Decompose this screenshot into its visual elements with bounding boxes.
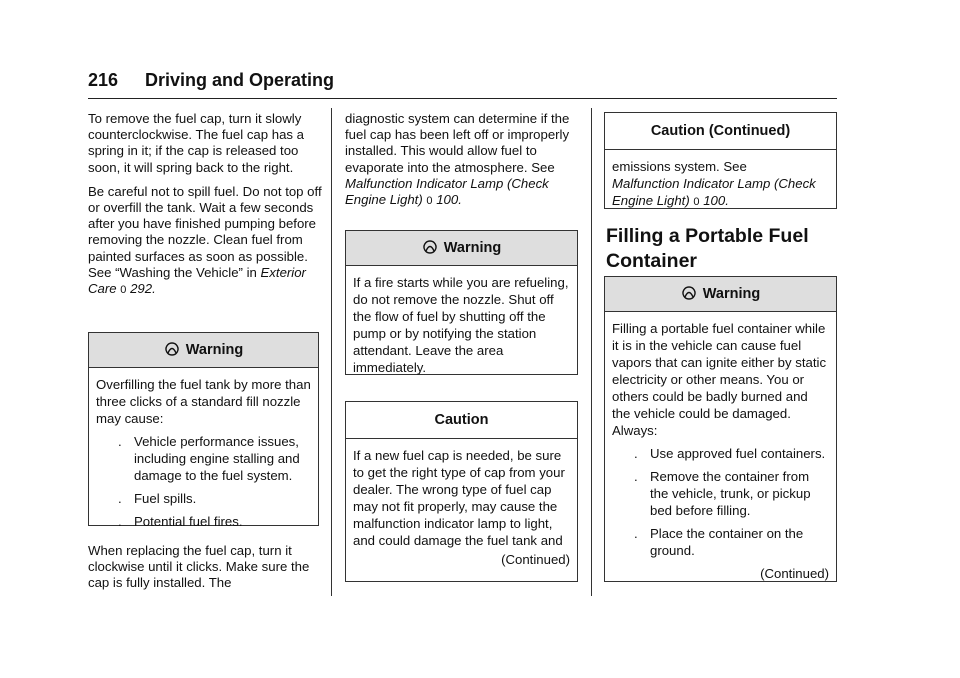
warning-title: Warning	[443, 240, 502, 256]
list-item-text: Vehicle performance issues, including engine stalling and damage to the fuel system.	[134, 434, 300, 483]
page-ref-period: .	[152, 281, 156, 297]
list-item	[612, 525, 829, 559]
warning-title: Warning	[702, 286, 761, 302]
column-1-bottom	[88, 543, 324, 600]
bullet-icon: .	[634, 469, 638, 484]
page-ref-number[interactable]: 100	[436, 192, 459, 208]
caution-box-continued	[604, 112, 837, 209]
list-item-text: Use approved fuel containers.	[650, 446, 826, 461]
warning-icon	[681, 285, 697, 301]
warning-body: If a fire starts while you are refueling, do not remove the nozzle. Shut off the flow of fuel by shutting off the pump or by notifying the station attendant. Leave the area immediately.	[353, 275, 569, 375]
list-item-text: Potential fuel fires.	[134, 514, 243, 529]
caution-header	[346, 402, 577, 439]
section-heading: Filling a Portable Fuel Container	[606, 225, 809, 272]
header-rule	[88, 98, 837, 99]
warning-box-fire	[345, 230, 578, 375]
warning-intro: Overfilling the fuel tank by more than three clicks of a standard fill nozzle may cause:	[96, 377, 311, 426]
page-ref-arrow-icon: 0	[693, 196, 700, 208]
bullet-icon: .	[634, 526, 638, 541]
cross-reference-link[interactable]: Malfunction Indicator Lamp (Check Engine Light)	[345, 175, 549, 208]
bullet-icon: .	[118, 514, 122, 529]
page-ref-number[interactable]: 100	[703, 193, 726, 208]
page-ref-period: .	[725, 193, 729, 208]
list-item-text: Remove the container from the vehicle, trunk, or pickup bed before filling.	[650, 469, 811, 518]
paragraph-fuel-cap-install: When replacing the fuel cap, turn it clockwise until it clicks. Make sure the cap is fully installed. The	[88, 543, 310, 591]
bullet-icon: .	[634, 446, 638, 461]
warning-intro: Filling a portable fuel container while it is in the vehicle can cause fuel vapors that can ignite either by static electricity or other means. You or others could be badly burned and the vehicle could be damaged. Always:	[612, 321, 827, 438]
warning-box-overfill	[88, 332, 319, 529]
column-1	[88, 111, 324, 306]
caution-body	[605, 150, 836, 217]
caution-text: If a new fuel cap is needed, be sure to get the right type of cap from your dealer. The wrong type of fuel cap may not fit properly, may cause the malfunction indicator lamp to light, and could damage the fuel tank and	[353, 448, 565, 548]
warning-body	[605, 312, 836, 588]
paragraph-fuel-cap-removal: To remove the fuel cap, turn it slowly counterclockwise. The fuel cap has a spring in it; if the cap is released too soon, it will spring back to the right.	[88, 111, 305, 175]
column-divider-1	[331, 108, 332, 596]
list-item-text: Place the container on the ground.	[650, 526, 804, 558]
bullet-icon: .	[118, 491, 122, 506]
paragraph-diagnostic	[345, 111, 581, 209]
paragraph-text: Be careful not to spill fuel. Do not top off or overfill the tank. Wait a few seconds after you have finished pumping before removing the nozzle. Clean fuel from painted surfaces as soon as possible. See “Washing the Vehicle” in	[88, 183, 322, 280]
warning-icon	[422, 239, 438, 255]
page-number: 216	[88, 70, 119, 90]
caution-box-fuel-cap	[345, 401, 578, 582]
caution-body	[346, 439, 577, 574]
paragraph-text: diagnostic system can determine if the fuel cap has been left off or improperly installed. This would allow fuel to evaporate into the atmosphere. See	[345, 111, 570, 175]
list-item	[96, 433, 311, 484]
page-ref-number[interactable]: 292	[130, 281, 153, 297]
warning-icon	[164, 341, 180, 357]
page-ref-period: .	[458, 192, 462, 208]
warning-body	[89, 368, 318, 542]
column-divider-2	[591, 108, 592, 596]
list-item-text: Fuel spills.	[134, 491, 197, 506]
caution-title: Caution	[434, 412, 489, 428]
paragraph-spill-caution	[88, 184, 324, 298]
caution-reference	[612, 175, 829, 211]
warning-header	[605, 277, 836, 312]
cross-reference-link[interactable]: Exterior Care	[88, 264, 306, 297]
continued-label: (Continued)	[501, 552, 570, 567]
warning-title: Warning	[185, 342, 244, 358]
section-title: Driving and Operating	[145, 70, 335, 90]
list-item	[612, 468, 829, 519]
caution-header	[605, 113, 836, 150]
page-header	[88, 70, 837, 96]
list-item	[96, 513, 311, 530]
page-ref-arrow-icon: 0	[120, 284, 127, 297]
caution-title: Caution (Continued)	[650, 123, 791, 139]
bullet-icon: .	[118, 434, 122, 449]
caution-text: emissions system. See	[612, 159, 747, 174]
warning-header	[346, 231, 577, 266]
continued-label: (Continued)	[760, 566, 829, 581]
warning-box-portable-container	[604, 276, 837, 582]
list-item	[96, 490, 311, 507]
warning-header	[89, 333, 318, 368]
page-ref-arrow-icon: 0	[426, 195, 433, 208]
list-item	[612, 445, 829, 462]
cross-reference-link[interactable]: Malfunction Indicator Lamp (Check Engine Light)	[612, 176, 816, 208]
column-2	[345, 111, 581, 217]
